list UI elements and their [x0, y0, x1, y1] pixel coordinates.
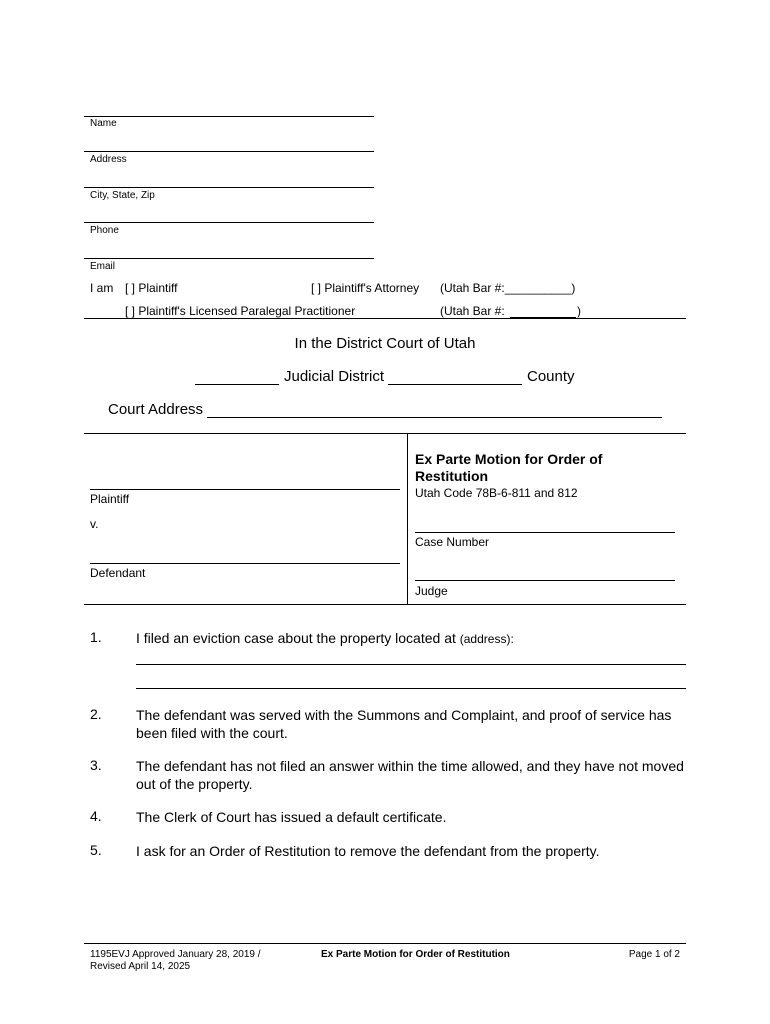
- judge-label: Judge: [415, 584, 448, 598]
- item-text-4: The Clerk of Court has issued a default certificate.: [136, 809, 447, 825]
- judicial-district-label: Judicial District: [284, 368, 385, 385]
- item-number-1: 1.: [90, 629, 102, 645]
- statute-citation: Utah Code 78B-6-811 and 812: [415, 486, 578, 500]
- plaintiff-line[interactable]: [90, 489, 400, 490]
- plaintiff-label: Plaintiff: [90, 492, 130, 506]
- court-title: In the District Court of Utah: [294, 335, 476, 352]
- i-am-label: I am: [90, 281, 114, 295]
- phone-label: Phone: [90, 225, 119, 236]
- phone-line[interactable]: [84, 222, 374, 223]
- attorney-checkbox[interactable]: [ ] Plaintiff's Attorney: [311, 281, 420, 295]
- caption-bottom-border: [84, 604, 686, 605]
- county-label: County: [527, 368, 575, 385]
- attorney-bar-number[interactable]: (Utah Bar #:__________): [440, 281, 576, 295]
- item-text-5: I ask for an Order of Restitution to remove the defendant from the property.: [136, 843, 600, 859]
- footer-divider: [84, 943, 686, 944]
- district-number-line[interactable]: [195, 384, 279, 385]
- item-number-2: 2.: [90, 706, 102, 722]
- item-1-text: I filed an eviction case about the property located at: [136, 630, 456, 646]
- case-number-label: Case Number: [415, 535, 490, 549]
- versus-label: v.: [90, 517, 99, 531]
- defendant-label: Defendant: [90, 566, 146, 580]
- page-number: Page 1 of 2: [628, 949, 680, 960]
- caption-divider: [407, 433, 408, 604]
- name-label: Name: [90, 118, 117, 129]
- address-line-2[interactable]: [136, 688, 686, 689]
- email-line[interactable]: [84, 258, 374, 259]
- address-line-1[interactable]: [136, 664, 686, 665]
- motion-title-line1: Ex Parte Motion for Order of: [415, 451, 603, 467]
- city-state-zip-label: City, State, Zip: [90, 190, 155, 201]
- form-id-line1: 1195EVJ Approved January 28, 2019 /: [90, 949, 261, 960]
- item-1-address-suffix: (address):: [459, 632, 514, 646]
- item-number-4: 4.: [90, 808, 102, 824]
- judge-line[interactable]: [415, 580, 675, 581]
- item-text-1: [136, 629, 688, 648]
- court-address-line[interactable]: [207, 417, 662, 418]
- item-number-3: 3.: [90, 757, 102, 773]
- defendant-line[interactable]: [90, 563, 400, 564]
- name-line[interactable]: [84, 116, 374, 117]
- paralegal-checkbox[interactable]: [ ] Plaintiff's Licensed Paralegal Practitioner: [125, 304, 356, 318]
- item-text-2: The defendant was served with the Summons and Complaint, and proof of service has been filed with the court.: [136, 707, 672, 741]
- motion-title-line2: Restitution: [415, 468, 489, 484]
- county-line[interactable]: [388, 384, 522, 385]
- role-divider: [84, 318, 686, 319]
- case-number-line[interactable]: [415, 532, 675, 533]
- caption-top-border: [84, 433, 686, 434]
- court-address-label: Court Address: [108, 401, 204, 418]
- address-label: Address: [90, 154, 127, 165]
- paralegal-bar-close: ): [577, 304, 581, 318]
- item-number-5: 5.: [90, 842, 102, 858]
- paralegal-bar-label: (Utah Bar #:: [440, 304, 505, 318]
- city-state-zip-line[interactable]: [84, 187, 374, 188]
- footer-title: Ex Parte Motion for Order of Restitution: [321, 949, 510, 960]
- form-id-line2: Revised April 14, 2025: [90, 961, 191, 972]
- email-label: Email: [90, 261, 116, 272]
- item-text-3: The defendant has not filed an answer within the time allowed, and they have not moved out of the property.: [136, 758, 684, 792]
- plaintiff-checkbox[interactable]: [ ] Plaintiff: [125, 281, 178, 295]
- address-line[interactable]: [84, 151, 374, 152]
